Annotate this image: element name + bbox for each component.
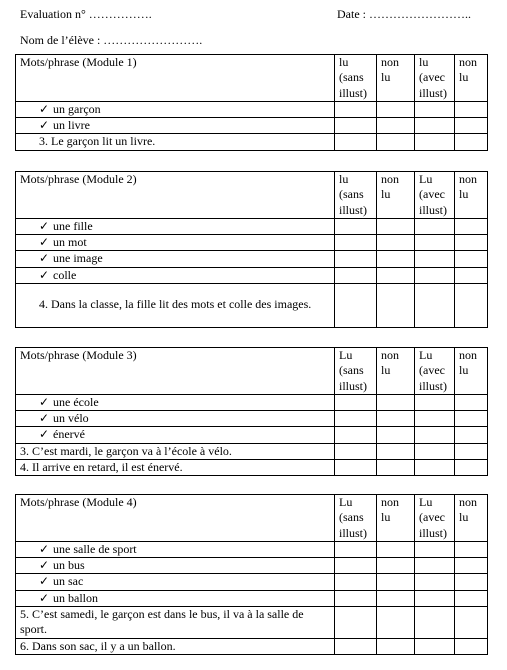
table-row [16,101,488,117]
check-icon: ✓ [39,267,50,282]
answer-cell[interactable] [377,574,415,590]
word: énervé [53,427,85,442]
answer-cell[interactable] [455,394,488,410]
answer-cell[interactable] [455,638,488,654]
module-1-table [15,54,488,151]
answer-cell[interactable] [415,460,455,476]
answer-cell[interactable] [335,118,377,134]
col-header: non lu [377,55,415,102]
sentence: 6. Dans son sac, il y a un ballon. [16,638,335,654]
check-icon: ✓ [39,218,50,233]
answer-cell[interactable] [455,284,488,328]
answer-cell[interactable] [335,460,377,476]
module-3-table [15,347,488,476]
header [20,7,487,23]
check-icon: ✓ [39,101,50,116]
table-row [16,134,488,150]
answer-cell[interactable] [415,607,455,639]
answer-cell[interactable] [415,443,455,459]
table-row [16,541,488,557]
answer-cell[interactable] [377,118,415,134]
col-header: Lu (avec illust) [415,172,455,219]
word: une fille [53,218,93,233]
table-row [16,284,488,328]
answer-cell[interactable] [415,235,455,251]
module-title: Mots/phrase (Module 4) [16,495,335,542]
col-header: lu (sans illust) [335,55,377,102]
answer-cell[interactable] [415,541,455,557]
check-icon: ✓ [39,427,50,442]
answer-cell[interactable] [415,118,455,134]
col-header: lu (sans illust) [335,172,377,219]
col-header: Lu (sans illust) [335,495,377,542]
answer-cell[interactable] [377,267,415,283]
answer-cell[interactable] [377,427,415,443]
col-header: lu (avec illust) [415,55,455,102]
answer-cell[interactable] [415,134,455,150]
answer-cell[interactable] [415,411,455,427]
answer-cell[interactable] [377,638,415,654]
answer-cell[interactable] [377,411,415,427]
module-2-table [15,171,488,328]
table-row [16,411,488,427]
answer-cell[interactable] [377,284,415,328]
col-header: non lu [455,348,488,395]
col-header: non lu [455,495,488,542]
col-header: Lu (sans illust) [335,348,377,395]
check-icon: ✓ [39,590,50,605]
answer-cell[interactable] [455,427,488,443]
answer-cell[interactable] [377,101,415,117]
answer-cell[interactable] [415,284,455,328]
answer-cell[interactable] [335,267,377,283]
table-row [16,460,488,476]
sentence: 3. C’est mardi, le garçon va à l’école à vélo. [16,443,335,459]
col-header: non lu [377,348,415,395]
answer-cell[interactable] [377,443,415,459]
answer-cell[interactable] [415,251,455,267]
answer-cell[interactable] [455,541,488,557]
word: un bus [53,558,85,573]
answer-cell[interactable] [455,460,488,476]
check-icon: ✓ [39,118,50,133]
table-row [16,267,488,283]
word: un livre [53,118,90,133]
col-header: non lu [377,495,415,542]
answer-cell[interactable] [335,251,377,267]
answer-cell[interactable] [455,590,488,606]
answer-cell[interactable] [415,101,455,117]
check-icon: ✓ [39,394,50,409]
module-title: Mots/phrase (Module 2) [16,172,335,219]
check-icon: ✓ [39,251,50,266]
student-name-label: Nom de l’élève : ……………………. [20,33,203,47]
answer-cell[interactable] [377,394,415,410]
word: colle [53,267,77,282]
answer-cell[interactable] [455,251,488,267]
table-row [16,235,488,251]
answer-cell[interactable] [455,574,488,590]
answer-cell[interactable] [335,558,377,574]
answer-cell[interactable] [415,590,455,606]
answer-cell[interactable] [455,558,488,574]
answer-cell[interactable] [455,235,488,251]
sentence: 3. Le garçon lit un livre. [16,134,335,150]
answer-cell[interactable] [377,251,415,267]
word: un mot [53,235,87,250]
col-header: non lu [455,172,488,219]
module-title: Mots/phrase (Module 1) [16,55,335,102]
answer-cell[interactable] [335,443,377,459]
answer-cell[interactable] [415,574,455,590]
table-row [16,251,488,267]
answer-cell[interactable] [335,101,377,117]
evaluation-label: Evaluation n° ……………. [20,7,152,21]
answer-cell[interactable] [335,134,377,150]
answer-cell[interactable] [335,541,377,557]
col-header: Lu (avec illust) [415,495,455,542]
answer-cell[interactable] [415,427,455,443]
table-row [16,607,488,639]
answer-cell[interactable] [415,638,455,654]
check-icon: ✓ [39,541,50,556]
word: un ballon [53,590,98,605]
answer-cell[interactable] [335,607,377,639]
sentence: 4. Dans la classe, la fille lit des mots et colle des images. [16,284,335,328]
answer-cell[interactable] [415,394,455,410]
table-row [16,118,488,134]
table-row [16,638,488,654]
answer-cell[interactable] [377,235,415,251]
answer-cell[interactable] [455,267,488,283]
table-row [16,558,488,574]
answer-cell[interactable] [377,558,415,574]
word: un garçon [53,101,101,116]
answer-cell[interactable] [415,218,455,234]
table-row [16,427,488,443]
check-icon: ✓ [39,558,50,573]
table-row [16,443,488,459]
answer-cell[interactable] [415,558,455,574]
answer-cell[interactable] [377,218,415,234]
word: une image [53,251,103,266]
col-header: non lu [377,172,415,219]
word: une école [53,394,99,409]
word: un vélo [53,411,89,426]
answer-cell[interactable] [335,427,377,443]
answer-cell[interactable] [335,218,377,234]
answer-cell[interactable] [377,590,415,606]
answer-cell[interactable] [377,134,415,150]
answer-cell[interactable] [455,118,488,134]
module-4-table [15,494,488,655]
table-row [16,218,488,234]
answer-cell[interactable] [415,267,455,283]
check-icon: ✓ [39,411,50,426]
module-title: Mots/phrase (Module 3) [16,348,335,395]
answer-cell[interactable] [455,218,488,234]
answer-cell[interactable] [455,607,488,639]
answer-cell[interactable] [335,394,377,410]
table-row [16,574,488,590]
date-label: Date : …………………….. [337,7,471,21]
col-header: non lu [455,55,488,102]
answer-cell[interactable] [335,590,377,606]
col-header: Lu (avec illust) [415,348,455,395]
sentence: 4. Il arrive en retard, il est énervé. [16,460,335,476]
answer-cell[interactable] [455,101,488,117]
check-icon: ✓ [39,574,50,589]
answer-cell[interactable] [335,574,377,590]
sentence: 5. C’est samedi, le garçon est dans le bus, il va à la salle de sport. [16,607,335,639]
answer-cell[interactable] [377,541,415,557]
answer-cell[interactable] [377,607,415,639]
answer-cell[interactable] [455,134,488,150]
answer-cell[interactable] [377,460,415,476]
answer-cell[interactable] [455,443,488,459]
table-row [16,394,488,410]
word: un sac [53,574,84,589]
answer-cell[interactable] [335,411,377,427]
check-icon: ✓ [39,235,50,250]
answer-cell[interactable] [335,235,377,251]
answer-cell[interactable] [335,284,377,328]
table-row [16,590,488,606]
word: une salle de sport [53,541,137,556]
answer-cell[interactable] [335,638,377,654]
answer-cell[interactable] [455,411,488,427]
